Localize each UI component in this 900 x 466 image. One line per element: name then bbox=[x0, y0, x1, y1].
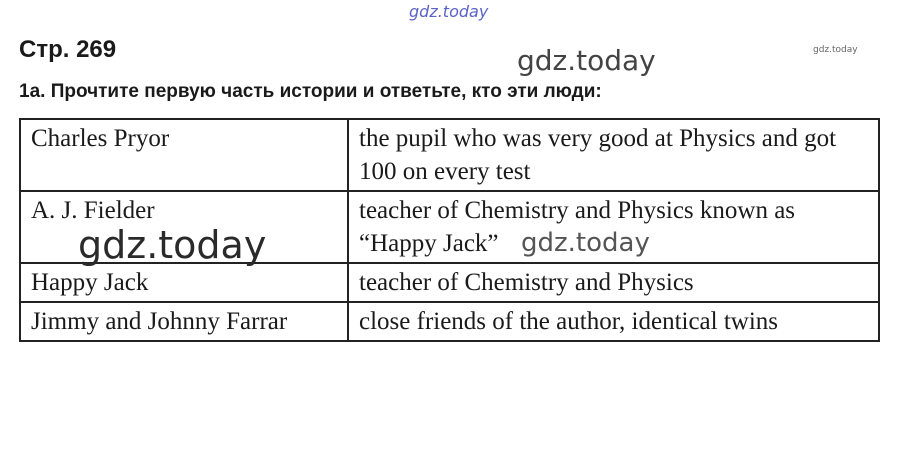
person-name: Jimmy and Johnny Farrar bbox=[20, 302, 348, 341]
page-title: Стр. 269 bbox=[19, 36, 117, 63]
table-row bbox=[20, 302, 879, 341]
watermark-small: gdz.today bbox=[813, 45, 858, 55]
person-name: Happy Jack bbox=[20, 263, 348, 302]
person-description: close friends of the author, identical twins bbox=[348, 302, 879, 341]
table-row bbox=[20, 263, 879, 302]
watermark-inline: gdz.today bbox=[521, 228, 650, 258]
person-name: Charles Pryor bbox=[20, 119, 348, 191]
watermark-big: gdz.today bbox=[78, 223, 267, 267]
person-description: teacher of Chemistry and Physics bbox=[348, 263, 879, 302]
person-description: the pupil who was very good at Physics and got 100 on every test bbox=[348, 119, 879, 191]
watermark-top: gdz.today bbox=[409, 2, 489, 21]
person-description: teacher of Chemistry and Physics known as “Happy Jack” bbox=[348, 191, 879, 263]
person-name: A. J. Fielder bbox=[20, 191, 348, 263]
table-row bbox=[20, 119, 879, 191]
watermark-middle: gdz.today bbox=[517, 44, 656, 77]
task-instruction: 1a. Прочтите первую часть истории и ответьте, кто эти люди: bbox=[19, 81, 602, 102]
